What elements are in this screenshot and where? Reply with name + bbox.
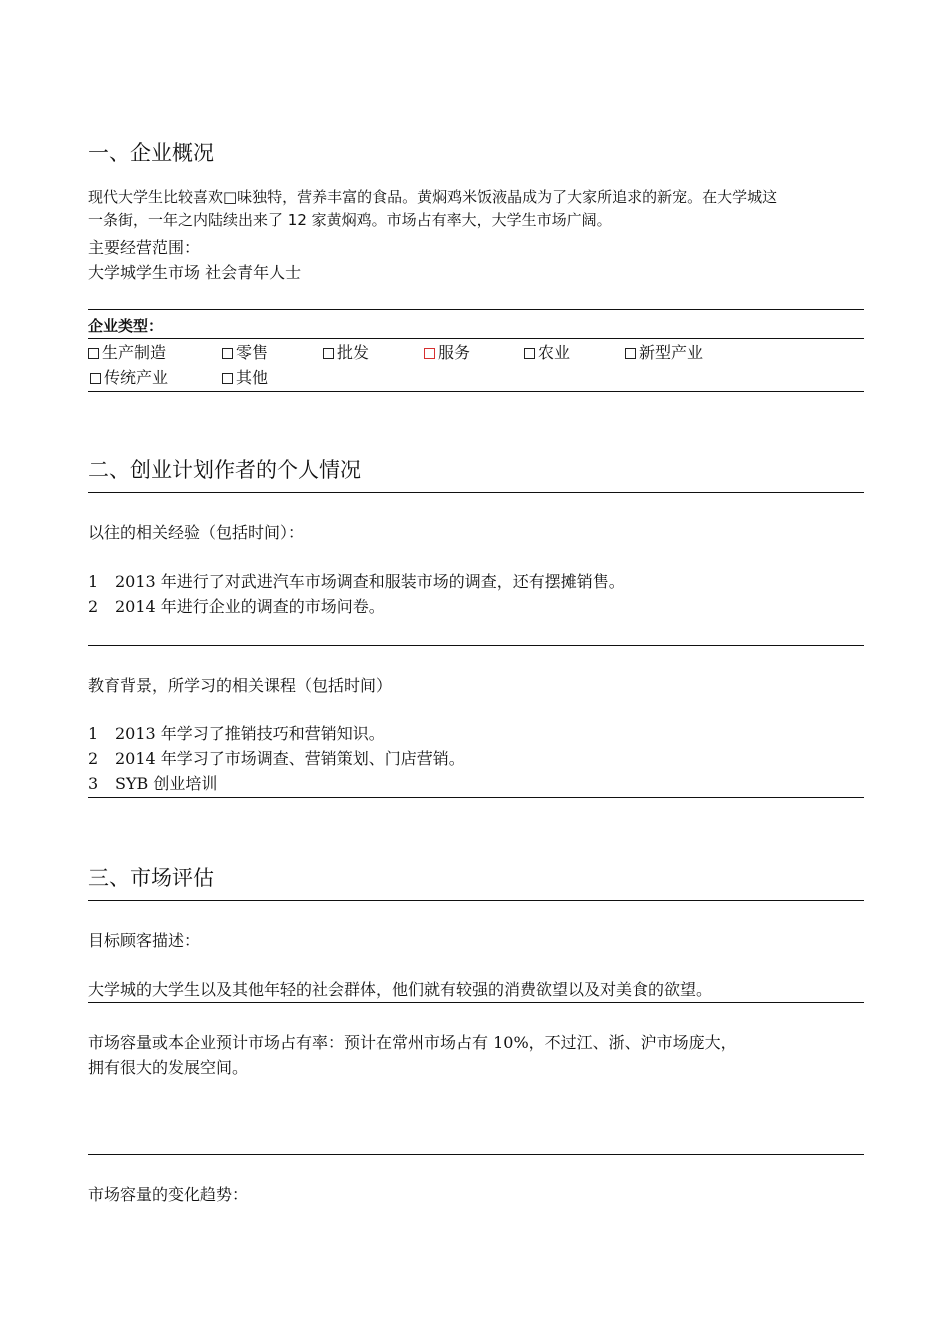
- checkbox-icon[interactable]: [424, 348, 435, 359]
- checkbox-icon[interactable]: [524, 348, 535, 359]
- overview-intro: [88, 186, 868, 232]
- checkbox-icon[interactable]: [90, 373, 101, 384]
- checkbox-icon[interactable]: [625, 348, 636, 359]
- type-option-traditional-industry[interactable]: 传统产业: [90, 367, 168, 389]
- type-option-manufacturing[interactable]: 生产制造: [88, 342, 166, 364]
- list-item: 1 2013 年学习了推销技巧和营销知识。: [88, 724, 385, 743]
- divider: [88, 1002, 864, 1003]
- checkbox-icon[interactable]: [222, 373, 233, 384]
- type-option-retail[interactable]: 零售: [222, 342, 268, 364]
- overview-intro-line-1: 现代大学生比较喜欢□味独特，营养丰富的食品。黄焖鸡米饭液晶成为了大家所追求的新宠。在大学城这: [88, 188, 778, 206]
- type-option-wholesale[interactable]: 批发: [323, 342, 369, 364]
- scope-value: 大学城学生市场 社会青年人士: [88, 263, 302, 282]
- checkbox-icon[interactable]: [323, 348, 334, 359]
- divider: [88, 391, 864, 392]
- list-item: 2 2014 年学习了市场调查、营销策划、门店营销。: [88, 749, 465, 768]
- list-item: 3 SYB 创业培训: [88, 774, 218, 793]
- experience-label: 以往的相关经验（包括时间）：: [88, 523, 305, 542]
- divider: [88, 492, 864, 493]
- type-option-service[interactable]: 服务: [424, 342, 470, 364]
- section-title-author: 二、创业计划作者的个人情况: [88, 458, 361, 482]
- checkbox-icon[interactable]: [88, 348, 99, 359]
- section-title-overview: 一、企业概况: [88, 141, 214, 165]
- checkbox-icon[interactable]: [222, 348, 233, 359]
- divider: [88, 797, 864, 798]
- education-label: 教育背景，所学习的相关课程（包括时间）: [88, 676, 393, 695]
- market-capacity-line-1: 市场容量或本企业预计市场占有率：预计在常州市场占有 10%，不过江、浙、沪市场庞大，: [88, 1033, 737, 1052]
- list-item: 2 2014 年进行企业的调查的市场问卷。: [88, 597, 385, 616]
- divider: [88, 1154, 864, 1155]
- type-option-new-industry[interactable]: 新型产业: [625, 342, 703, 364]
- market-capacity-line-2: 拥有很大的发展空间。: [88, 1058, 249, 1077]
- business-type-label: 企业类型：: [88, 317, 164, 335]
- divider: [88, 309, 864, 310]
- type-option-agriculture[interactable]: 农业: [524, 342, 570, 364]
- divider: [88, 645, 864, 646]
- capacity-trend-label: 市场容量的变化趋势：: [88, 1185, 249, 1204]
- type-option-other[interactable]: 其他: [222, 367, 268, 389]
- overview-intro-line-2: 一条街，一年之内陆续出来了 12 家黄焖鸡。市场占有率大，大学生市场广阔。: [88, 211, 612, 229]
- target-customer-label: 目标顾客描述：: [88, 931, 201, 950]
- target-customer-value: 大学城的大学生以及其他年轻的社会群体，他们就有较强的消费欲望以及对美食的欲望。: [88, 980, 713, 999]
- divider: [88, 900, 864, 901]
- divider: [88, 338, 864, 339]
- scope-label: 主要经营范围：: [88, 238, 201, 257]
- list-item: 1 2013 年进行了对武进汽车市场调查和服装市场的调查，还有摆摊销售。: [88, 572, 625, 591]
- section-title-market: 三、市场评估: [88, 866, 214, 890]
